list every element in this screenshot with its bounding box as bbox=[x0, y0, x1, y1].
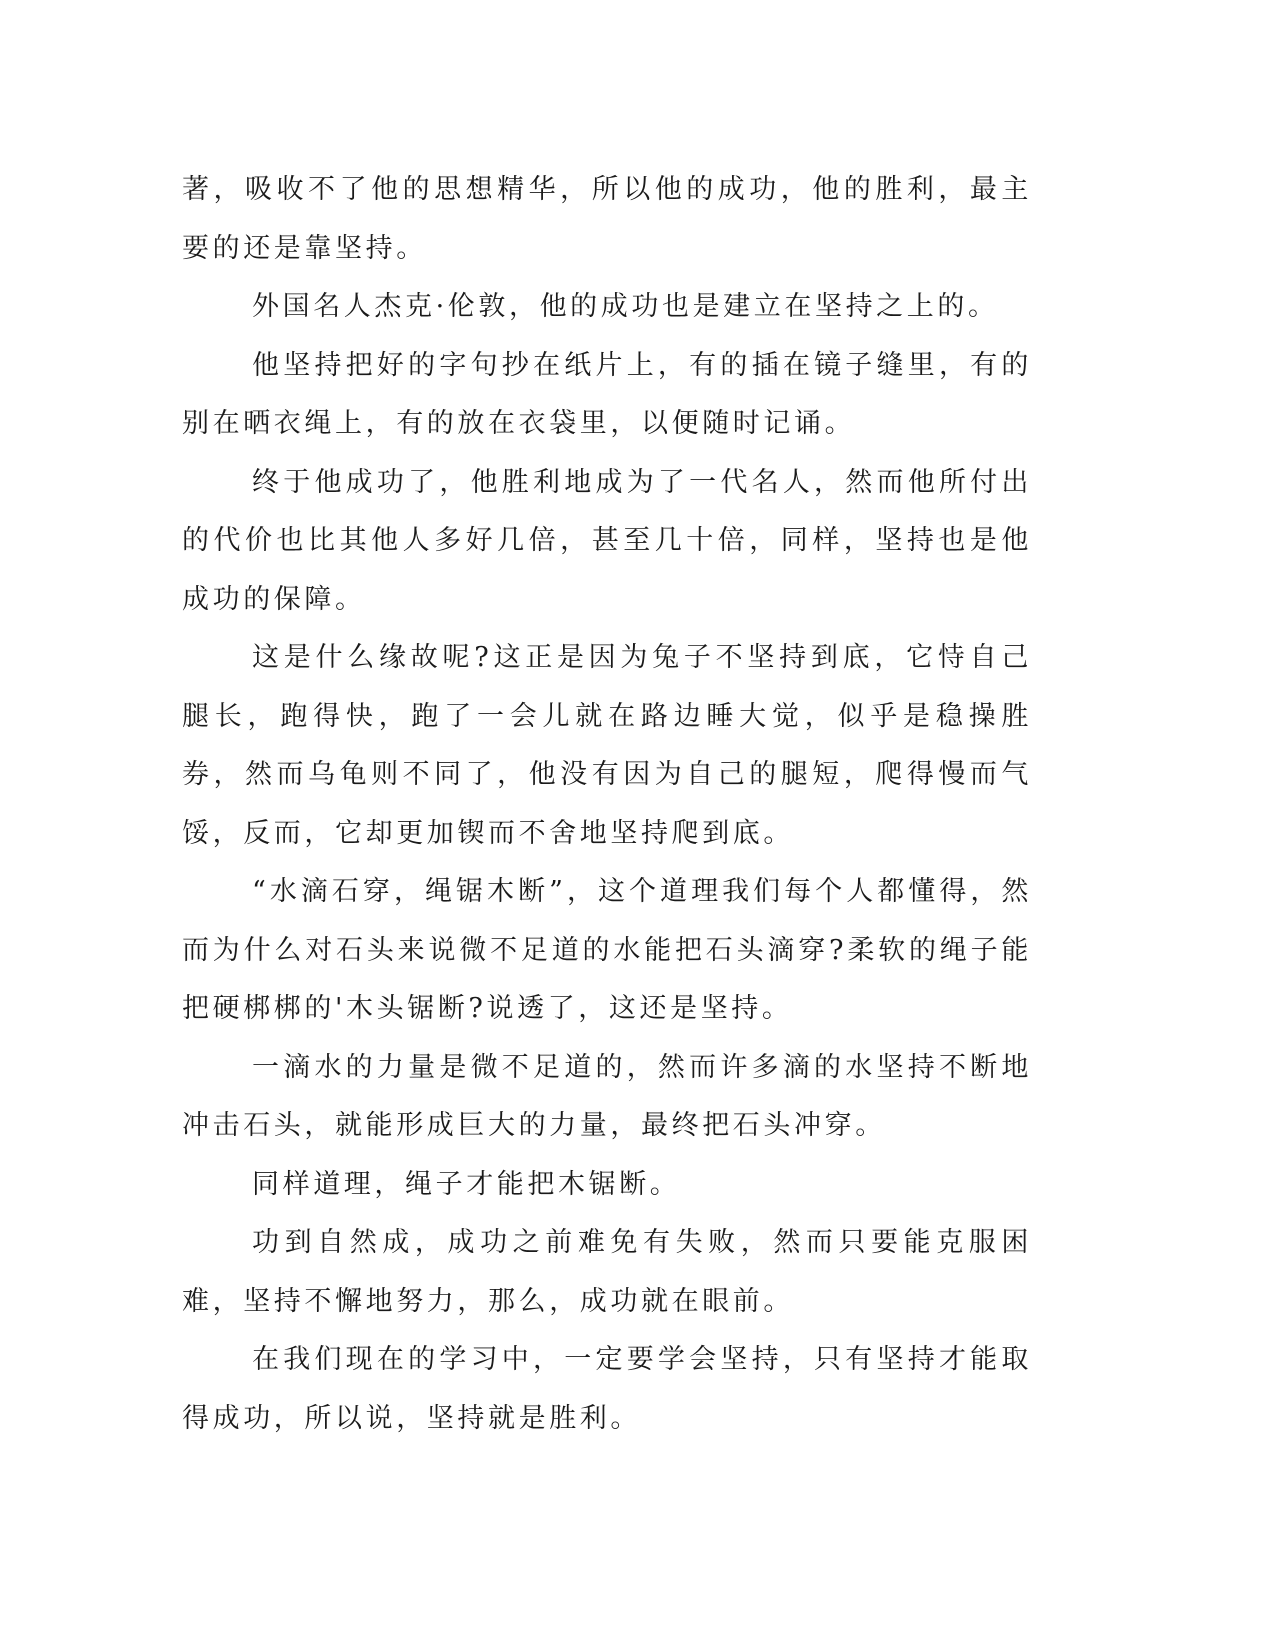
paragraph: 他坚持把好的字句抄在纸片上，有的插在镜子缝里，有的别在晒衣绳上，有的放在衣袋里，以便随时记诵。 bbox=[182, 349, 1032, 439]
paragraph: 一滴水的力量是微不足道的，然而许多滴的水坚持不断地冲击石头，就能形成巨大的力量，最终把石头冲穿。 bbox=[182, 1051, 1032, 1141]
paragraph: 外国名人杰克·伦敦，他的成功也是建立在坚持之上的。 bbox=[252, 291, 999, 322]
paragraph: “水滴石穿，绳锯木断”，这个道理我们每个人都懂得，然而为什么对石头来说微不足道的水能把石头滴穿?柔软的绳子能把硬梆梆的'木头锯断?说透了，这还是坚持。 bbox=[182, 876, 1032, 1024]
paragraph: 终于他成功了，他胜利地成为了一代名人，然而他所付出的代价也比其他人多好几倍，甚至几十倍，同样，坚持也是他成功的保障。 bbox=[182, 466, 1032, 615]
paragraph: 这是什么缘故呢?这正是因为兔子不坚持到底，它恃自己腿长，跑得快，跑了一会儿就在路边睡大觉，似乎是稳操胜券，然而乌龟则不同了，他没有因为自己的腿短，爬得慢而气馁，反而，它却更加锲而不舍地坚持爬到底。 bbox=[182, 642, 1032, 849]
paragraph: 功到自然成，成功之前难免有失败，然而只要能克服困难，坚持不懈地努力，那么，成功就在眼前。 bbox=[182, 1227, 1032, 1317]
paragraph: 在我们现在的学习中，一定要学会坚持，只有坚持才能取得成功，所以说，坚持就是胜利。 bbox=[182, 1344, 1032, 1434]
paragraph: 著，吸收不了他的思想精华，所以他的成功，他的胜利，最主要的还是靠坚持。 bbox=[182, 174, 1032, 264]
paragraph: 同样道理，绳子才能把木锯断。 bbox=[252, 1168, 681, 1200]
body-text bbox=[182, 161, 1032, 1448]
